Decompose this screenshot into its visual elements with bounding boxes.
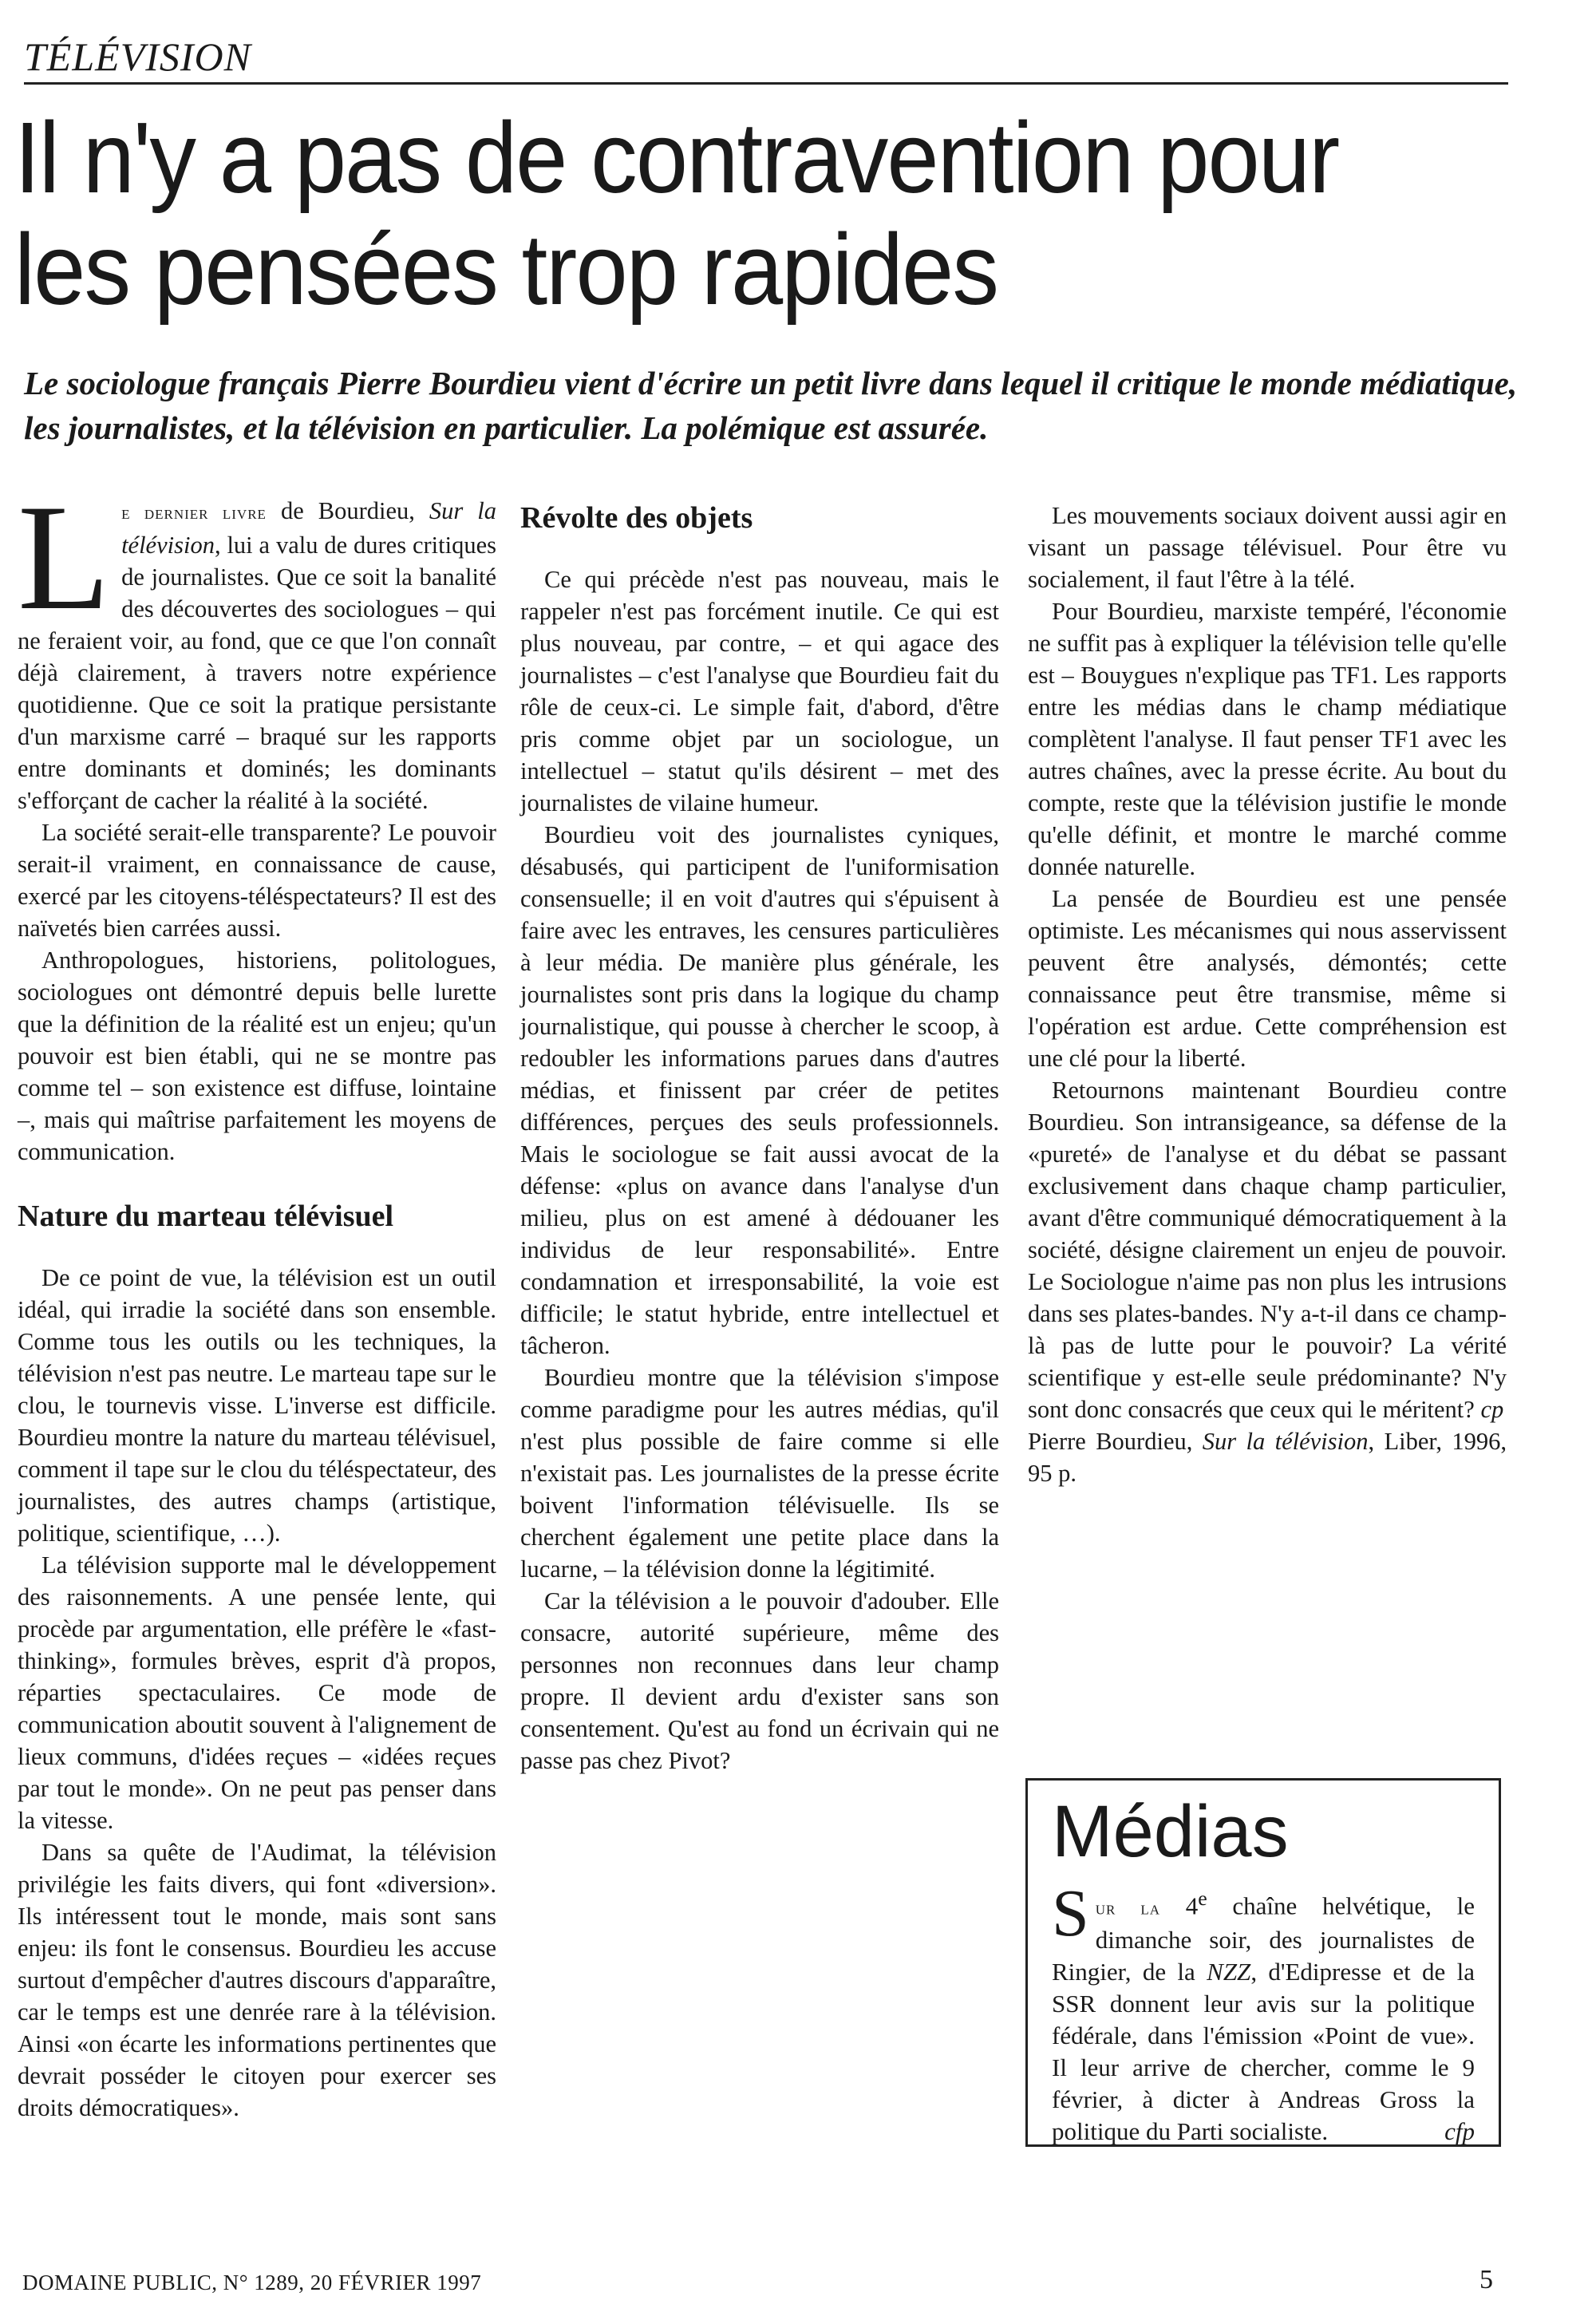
p1-text-b: , lui a valu de dures critiques de journalistes. Que ce soit la banalité des découvertes des sociologues – qui ne feraient voir, au fond, que ce que l'on connaît déjà clairement, à travers notre expérience quotidienne. Que ce soit la pratique persistante d'un marxisme carré – braqué sur les rapports entre dominants et dominés; les dominants s'efforçant de cacher la réalité à la société.	[18, 532, 496, 814]
article-paragraph-5: La télévision supporte mal le développement des raisonnements. A une pensée lente, qui procède par argumentation, elle préfère le «fast-thinking», formules brèves, esprit d'à propos, réparties spectaculaires. Ce mode de communication aboutit souvent à l'alignement de lieux communs, d'idées reçues – «idées reçues par tout le monde». On ne peut pas penser dans la vitesse.	[18, 1551, 496, 1834]
article-paragraph-1	[18, 474, 497, 816]
article-paragraph-7: Ce qui précède n'est pas nouveau, mais le rappeler n'est pas forcément inutile. Ce qui est plus nouveau, par contre, – et qui agace des journalistes – c'est l'analyse que Bourdieu fait du rôle de ceux-ci. Le simple fait, d'abord, d'être pris comme objet par un sociologue, un intellectuel – statut qu'ils désirent – met des journalistes de vilaine humeur.	[520, 566, 999, 816]
p14-text: Retournons maintenant Bourdieu contre Bourdieu. Son intransigeance, sa défense de la «pureté» de l'analyse et du débat se passant exclusivement dans chaque champ particulier, avant d'être communiqué démocratiquement à la société, désigne clairement un enjeu de pouvoir. Le Sociologue n'aime pas non plus les intrusions dans ses plates-bandes. N'y a-t-il dans ce champ-là pas de lutte pour le pouvoir? La vérité scientifique y est-elle seule prédominante? N'y sont donc consacrés que ceux qui le méritent?	[1028, 1077, 1507, 1423]
article-column-1	[18, 474, 497, 2124]
box-signature: cfp	[1444, 2117, 1475, 2146]
ref-author: Pierre Bourdieu,	[1028, 1428, 1203, 1455]
rubric-rule	[24, 82, 1508, 85]
medias-box	[1025, 1778, 1501, 2147]
article-paragraph-10: Car la télévision a le pouvoir d'adouber. Elle consacre, autorité supérieure, même des personnes non reconnues dans leur champ propre. Il devient ardu d'exister sans son consentement. Qu'est au fond un écrivain qui ne passe pas chez Pivot?	[520, 1587, 999, 1774]
article-paragraph-8: Bourdieu voit des journalistes cyniques, désabusés, qui participent de l'uniformisation consensuelle; il en voit d'autres qui s'épuisent à faire avec les entraves, les censures particulières à leur média. De manière plus générale, les journalistes sont pris dans la logique du champ journalistique, qui pousse à chercher le scoop, à redoubler les informations parues dans d'autres médias, et finissent par créer de petites différences, perçues des seuls professionnels. Mais le sociologue se fait aussi avocat de la défense: «plus on avance dans l'analyse d'un milieu, plus on est amené à dédouaner les individus de leur responsabilité». Entre condamnation et irresponsabilité, la voie est difficile; le statut hybride, entre intellectuel et tâcheron.	[520, 821, 999, 1359]
lede: Le sociologue français Pierre Bourdieu vient d'écrire un petit livre dans lequel il critique le monde médiatique, les journalistes, et la télévision en particulier. La polémique est assurée.	[24, 365, 1518, 446]
article-column-2	[520, 500, 999, 1777]
headline: Il n'y a pas de contravention pour les pensées trop rapides	[14, 101, 1339, 326]
article-paragraph-4: De ce point de vue, la télévision est un outil idéal, qui irradie la société dans son ensemble. Comme tous les outils ou les techniques, la télévision n'est pas neutre. Le marteau tape sur le clou, le tournevis visse. L'inverse est difficile. Bourdieu montre la nature du marteau télévisuel, comment il tape sur le clou du téléspectateur, des journalistes, des autres champs (artistique, politique, scientifique, …).	[18, 1264, 496, 1547]
article-paragraph-13: La pensée de Bourdieu est une pensée optimiste. Les mécanismes qui nous asservissent peuvent être analysés, démontés; cette connaissance peut être transmise, même si l'opération est ardue. Cette compréhension est une clé pour la liberté.	[1028, 885, 1507, 1072]
article-paragraph-9: Bourdieu montre que la télévision s'impose comme paradigme pour les autres médias, qu'il n'est plus possible de faire comme si elle n'existait pas. Les journalistes de la presse écrite boivent l'information télévisuelle. Ils se cherchent également une petite place dans la lucarne, – la télévision donne la légitimité.	[520, 1364, 999, 1583]
article-paragraph-2: La société serait-elle transparente? Le pouvoir serait-il vraiment, en connaissance de cause, exercé par les citoyens-téléspectateurs? Il est des naïvetés bien carrées aussi.	[18, 819, 496, 942]
article-paragraph-11: Les mouvements sociaux doivent aussi agir en visant un passage télévisuel. Pour être vu socialement, il faut l'être à la télé.	[1028, 502, 1507, 593]
article-paragraph-3: Anthropologues, historiens, politologues, sociologues ont démontré depuis belle lurette que la définition de la réalité est un enjeu; qu'un pouvoir est bien établi, qui ne se montre pas comme tel – son existence est diffuse, lointaine –, mais qui maîtrise parfaitement les moyens de communication.	[18, 947, 496, 1165]
box-text-a: 4	[1159, 1891, 1199, 1920]
article-paragraph-12: Pour Bourdieu, marxiste tempéré, l'économie ne suffit pas à expliquer la télévision telle qu'elle est – Bouygues n'explique pas TF1. Les rapports entre les médias dans le champ médiatique complètent l'analyse. Il faut penser TF1 avec les autres chaînes, avec la presse écrite. Au bout du compte, reste que la télévision justifie le monde qu'elle définit, et montre le marché comme donnée naturelle.	[1028, 598, 1507, 880]
box-title: Médias	[1052, 1791, 1289, 1872]
box-sup: e	[1198, 1887, 1207, 1910]
footer-publication: DOMAINE PUBLIC, N° 1289, 20 FÉVRIER 1997	[22, 2271, 482, 2294]
box-nzz: NZZ	[1207, 1958, 1251, 1986]
dropcap: L	[18, 474, 111, 642]
box-text-c: , d'Edipresse et de la SSR donnent leur avis sur la politique fédérale, dans l'émission «Point de vue». Il leur arrive de chercher, comme le 9 février, à dicter à Andreas Gross la politique du Parti socialiste.	[1052, 1958, 1476, 2146]
p1-text-a: de Bourdieu,	[266, 497, 429, 524]
ref-details: , Liber, 1996, 95 p.	[1028, 1428, 1507, 1487]
page-number: 5	[1479, 2265, 1493, 2294]
section-rubric: TÉLÉVISION	[24, 34, 251, 79]
article-column-3	[1028, 500, 1507, 1489]
ref-title: Sur la télévision	[1202, 1428, 1369, 1455]
box-dropcap: S	[1052, 1876, 1089, 1951]
book-title: Sur la télévision	[121, 497, 497, 559]
book-reference	[1028, 1425, 1507, 1489]
box-text-b: chaîne helvétique, le dimanche soir, des journalistes de Ringier, de la	[1052, 1891, 1476, 1986]
article-paragraph-14	[1028, 1074, 1507, 1425]
subheading-revolte: Révolte des objets	[520, 501, 753, 535]
author-signature: cp	[1480, 1396, 1504, 1423]
box-text	[1052, 1876, 1476, 2148]
box-lead-caps: ur la	[1095, 1898, 1160, 1919]
article-paragraph-6: Dans sa quête de l'Audimat, la télévision privilégie les faits divers, qui font «diversion». Ils intéressent tout le monde, mais sont sans enjeu: ils font le consensus. Bourdieu les accuse surtout d'empêcher d'autres discours d'apparaître, car le temps est une denrée rare à la télévision. Ainsi «on écarte les informations pertinentes que devrait posséder le citoyen pour exercer ses droits démocratiques».	[18, 1839, 497, 2121]
lead-caps: e dernier livre	[121, 503, 267, 524]
subheading-marteau: Nature du marteau télévisuel	[18, 1200, 394, 1233]
